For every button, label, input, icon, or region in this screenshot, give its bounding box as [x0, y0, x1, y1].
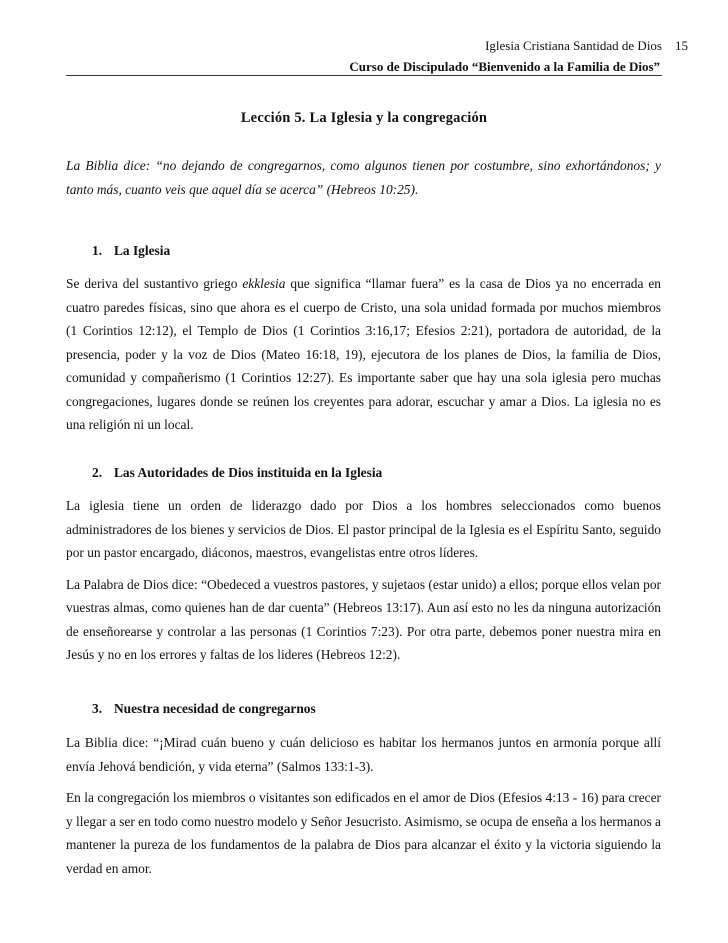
section-3-paragraph-1: La Biblia dice: “¡Mirad cuán bueno y cuán delicioso es habitar los hermanos juntos en armonía porque allí envía Jehová bendición, y vida eterna” (Salmos 133:1-3).	[66, 735, 661, 774]
paragraph-text: Se deriva del sustantivo griego	[66, 276, 243, 291]
section-number: 2.	[92, 465, 103, 480]
section-3-body	[66, 731, 661, 880]
section-heading-3	[92, 701, 316, 717]
header-church-name: Iglesia Cristiana Santidad de Dios	[485, 38, 662, 53]
section-2-paragraph-1: La iglesia tiene un orden de liderazgo dado por Dios a los hombres seleccionados como buenos administradores de los bienes y servicios de Dios. El pastor principal de la Iglesia es el Espíritu Santo, seguido por un pastor encargado, diáconos, maestros, evangelistas entre otros líderes.	[66, 498, 661, 560]
section-heading-1	[92, 243, 170, 259]
header-course-title: Curso de Discipulado “Bienvenido a la Familia de Dios”	[349, 59, 660, 74]
section-heading-2	[92, 465, 382, 481]
section-title: Las Autoridades de Dios instituida en la Iglesia	[114, 465, 383, 480]
section-1-paragraph	[66, 272, 661, 437]
section-1-body	[66, 272, 661, 437]
section-number: 1.	[92, 243, 103, 258]
section-3-paragraph-2: En la congregación los miembros o visitantes son edificados en el amor de Dios (Efesios 4:13 - 16) para crecer y llegar a ser en todo como nuestro modelo y Señor Jesucristo. Asimismo, se ocupa de enseña a los hermanos a mantener la pureza de los fundamentos de la palabra de Dios para alcanzar el éxito y la victoria siguiendo la verdad en amor.	[66, 790, 661, 876]
intro-quote	[66, 154, 661, 201]
header-divider	[66, 75, 662, 76]
greek-term: ekklesia	[242, 276, 286, 291]
intro-paragraph: La Biblia dice: “no dejando de congregarnos, como algunos tienen por costumbre, sino exhortándonos; y tanto más, cuanto veis que aquel día se acerca” (Hebreos 10:25).	[66, 158, 661, 197]
section-title: La Iglesia	[114, 243, 171, 258]
paragraph-text: que significa “llamar fuera” es la casa de Dios ya no encerrada en cuatro paredes físicas, sino que ahora es el cuerpo de Cristo, una sola unidad formada por muchos miembros (1 Corintios 12:12), el Templo de Dios (1 Corintios 3:16,17; Efesios 2:21), portadora de autoridad, de la presencia, poder y la voz de Dios (Mateo 16:18, 19), ejecutora de los planes de Dios, la familia de Dios, comunidad y compañerismo (1 Corintios 12:27). Es importante saber que hay una sola iglesia pero muchas congregaciones, lugares donde se reúnen los creyentes para adorar, escuchar y amar a Dios. La iglesia no es una religión ni un local.	[66, 276, 661, 432]
section-2-paragraph-2: La Palabra de Dios dice: “Obedeced a vuestros pastores, y sujetaos (estar unido) a ellos; porque ellos velan por vuestras almas, como quienes han de dar cuenta” (Hebreos 13:17). Aun así esto no les da ninguna autorización de enseñorearse y controlar a las personas (1 Corintios 7:23). Por otra parte, debemos poner nuestra mira en Jesús y no en los errores y faltas de los lideres (Hebreos 12:2).	[66, 576, 661, 662]
page-number: 15	[675, 38, 688, 53]
section-2-body	[66, 494, 661, 667]
lesson-title: Lección 5. La Iglesia y la congregación	[240, 110, 488, 126]
section-number: 3.	[92, 701, 103, 716]
section-title: Nuestra necesidad de congregarnos	[114, 701, 316, 716]
